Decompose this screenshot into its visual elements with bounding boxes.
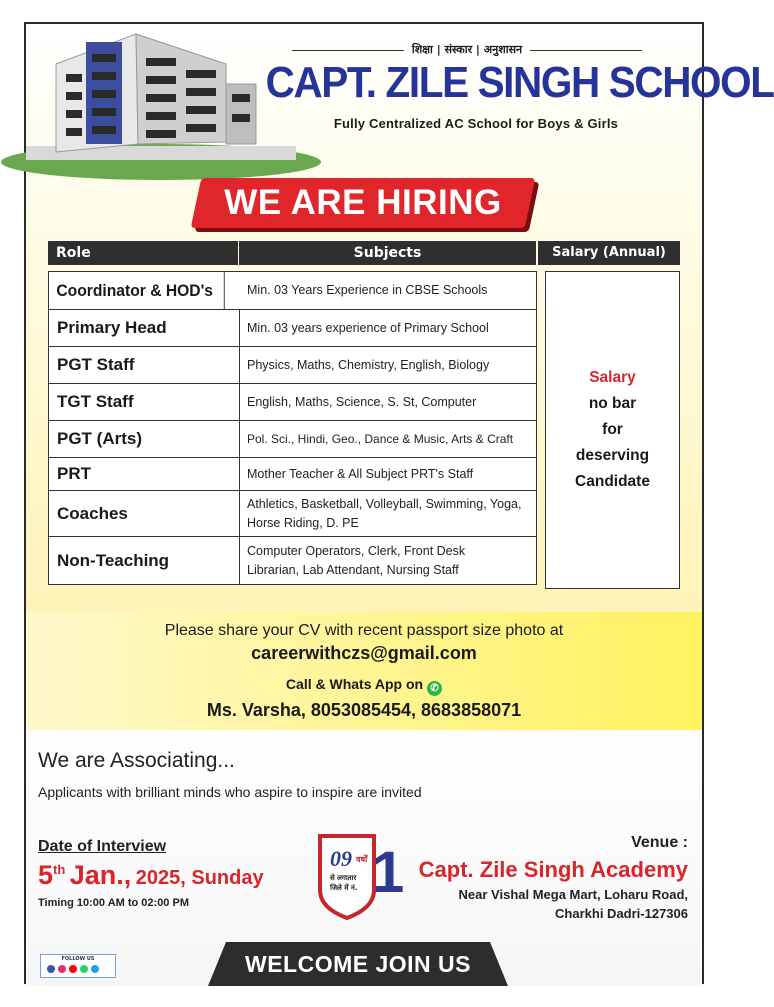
role-cell: PGT (Arts) bbox=[49, 421, 240, 457]
role-cell: Coordinator & HOD's bbox=[49, 272, 225, 309]
cv-instruction: Please share your CV with recent passport size photo at bbox=[164, 622, 564, 639]
facebook-icon[interactable] bbox=[47, 965, 55, 973]
interview-month: Jan., bbox=[69, 860, 132, 890]
table-row bbox=[49, 310, 536, 347]
subjects-cell: Mother Teacher & All Subject PRT's Staff bbox=[247, 466, 474, 481]
badge-line3: जिले में नं. bbox=[330, 884, 358, 892]
role-cell: TGT Staff bbox=[49, 384, 240, 420]
welcome-text: WELCOME JOIN US bbox=[244, 951, 471, 977]
subjects-cell: Min. 03 years experience of Primary School bbox=[247, 320, 489, 335]
salary-line1: Salary bbox=[589, 369, 636, 386]
school-subtitle: Fully Centralized AC School for Boys & Girls bbox=[333, 116, 619, 131]
badge-rank: 1 bbox=[372, 840, 405, 905]
whatsapp-icon: ✆ bbox=[427, 681, 442, 696]
venue-label: Venue : bbox=[631, 834, 688, 851]
associating-subtitle: Applicants with brilliant minds who aspire to inspire are invited bbox=[38, 784, 422, 800]
salary-line5: Candidate bbox=[575, 473, 650, 490]
table-row bbox=[49, 537, 536, 584]
venue-address-line2: Charkhi Dadri-127306 bbox=[555, 906, 688, 921]
school-name: CAPT. ZILE SINGH SCHOOL bbox=[265, 58, 774, 107]
venue-name: Capt. Zile Singh Academy bbox=[418, 857, 688, 882]
poster-frame bbox=[24, 22, 774, 984]
table-row bbox=[49, 384, 536, 421]
twitter-icon[interactable] bbox=[91, 965, 99, 973]
interview-label: Date of Interview bbox=[38, 838, 167, 855]
associating-title: We are Associating... bbox=[38, 749, 235, 772]
ranking-badge bbox=[312, 830, 405, 922]
interview-date bbox=[38, 860, 264, 891]
interview-timing: Timing 10:00 AM to 02:00 PM bbox=[38, 897, 189, 909]
table-row bbox=[49, 491, 536, 537]
badge-years-word: वर्षों bbox=[356, 855, 368, 864]
role-cell: Primary Head bbox=[49, 310, 240, 346]
subjects-cell: Min. 03 Years Experience in CBSE Schools bbox=[247, 283, 488, 297]
interview-day-suffix: th bbox=[53, 862, 66, 877]
email-link[interactable]: careerwithczs@gmail.com bbox=[251, 643, 477, 663]
header-role: Role bbox=[48, 241, 238, 265]
interview-year-day: 2025, Sunday bbox=[135, 867, 264, 889]
table-row bbox=[49, 421, 536, 458]
youtube-icon[interactable] bbox=[69, 965, 77, 973]
role-cell: PGT Staff bbox=[49, 347, 240, 383]
subjects-cell: Athletics, Basketball, Volleyball, Swimming, Yoga, Horse Riding, D. PE bbox=[247, 496, 522, 530]
subjects-cell: Physics, Maths, Chemistry, English, Biology bbox=[247, 357, 490, 372]
badge-line2: से लगातार bbox=[330, 874, 357, 882]
role-cell: Non-Teaching bbox=[49, 537, 240, 584]
salary-line4: deserving bbox=[575, 447, 650, 464]
instagram-icon[interactable] bbox=[58, 965, 66, 973]
school-building-image bbox=[26, 24, 296, 174]
badge-years: 09 bbox=[330, 846, 352, 871]
follow-us-label: FOLLOW US bbox=[61, 956, 95, 962]
call-label: Call & Whats App on bbox=[285, 676, 424, 692]
interview-day: 5 bbox=[38, 860, 54, 890]
welcome-banner bbox=[208, 942, 508, 986]
phone-numbers[interactable]: Ms. Varsha, 8053085454, 8683858071 bbox=[206, 700, 522, 720]
venue-address-line1: Near Vishal Mega Mart, Loharu Road, bbox=[458, 887, 688, 902]
table-row bbox=[49, 458, 536, 491]
subjects-cell: Pol. Sci., Hindi, Geo., Dance & Music, Arts & Craft bbox=[247, 431, 514, 446]
hiring-banner bbox=[196, 178, 538, 232]
roles-table bbox=[48, 271, 537, 585]
subjects-cell: English, Maths, Science, S. St, Computer bbox=[247, 394, 477, 409]
call-whatsapp-line bbox=[26, 676, 702, 696]
header-subjects: Subjects bbox=[239, 241, 536, 265]
salary-line2: no bar bbox=[588, 395, 637, 412]
hiring-text: WE ARE HIRING bbox=[224, 183, 502, 222]
role-cell: PRT bbox=[49, 458, 240, 490]
salary-line3: for bbox=[602, 421, 623, 438]
tagline-text: शिक्षा | संस्कार | अनुशासन bbox=[404, 43, 530, 56]
table-row bbox=[49, 272, 536, 310]
table-row bbox=[49, 347, 536, 384]
salary-note bbox=[545, 271, 680, 589]
role-cell: Coaches bbox=[49, 491, 240, 536]
school-tagline bbox=[292, 42, 642, 57]
follow-us-box bbox=[40, 954, 116, 978]
whatsapp-social-icon[interactable] bbox=[80, 965, 88, 973]
subjects-cell: Computer Operators, Clerk, Front Desk Librarian, Lab Attendant, Nursing Staff bbox=[247, 543, 466, 577]
header-salary: Salary (Annual) bbox=[538, 241, 680, 265]
